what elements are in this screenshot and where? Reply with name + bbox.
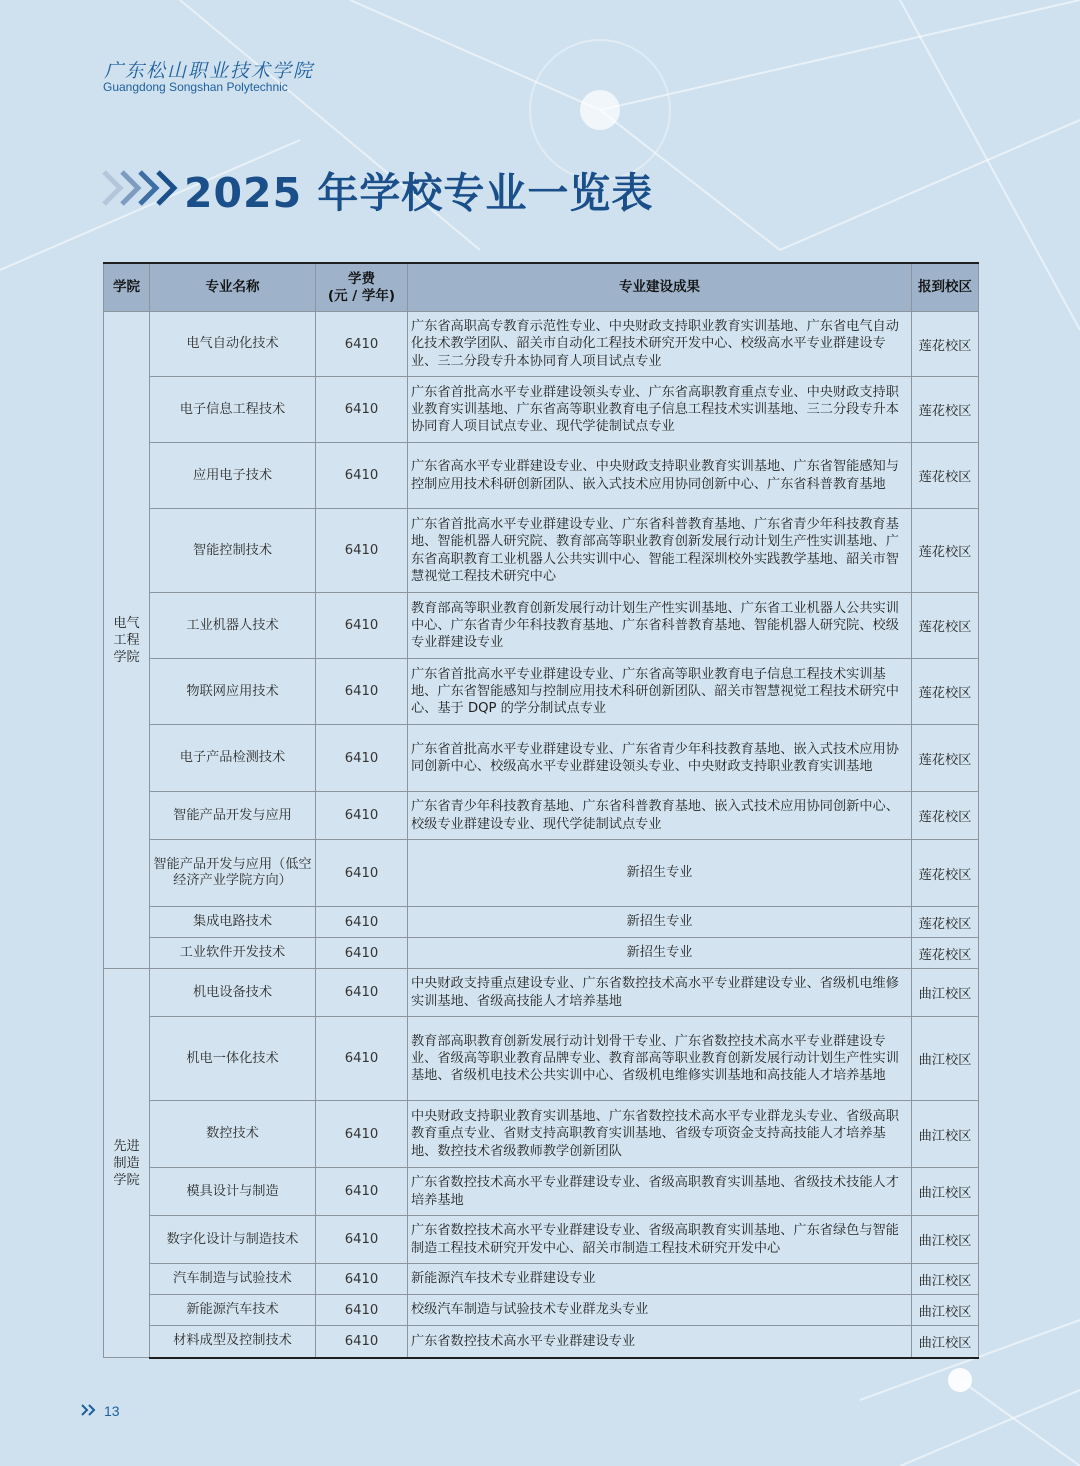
major-cell: 数字化设计与制造技术	[150, 1216, 316, 1264]
table-row	[104, 377, 979, 443]
title-chevrons-icon	[100, 166, 178, 210]
campus-cell: 曲江校区	[912, 1264, 979, 1295]
major-cell: 物联网应用技术	[150, 659, 316, 725]
campus-cell: 曲江校区	[912, 1295, 979, 1326]
major-cell: 机电一体化技术	[150, 1017, 316, 1101]
school-logo-chinese: 广东松山职业技术学院	[104, 60, 315, 82]
major-cell: 电气自动化技术	[150, 312, 316, 377]
fee-cell: 6410	[316, 840, 408, 907]
achievements-cell: 广东省数控技术高水平专业群建设专业、省级高职教育实训基地、省级技术技能人才培养基地	[408, 1168, 912, 1216]
achievements-cell: 广东省高职高专教育示范性专业、中央财政支持职业教育实训基地、广东省电气自动化技术教学团队、韶关市自动化工程技术研究开发中心、校级高水平专业群建设专业、三二分段专升本协同育人项目试点专业	[408, 312, 912, 377]
fee-cell: 6410	[316, 509, 408, 593]
school-name-line: 工程	[113, 632, 140, 648]
major-cell: 工业软件开发技术	[150, 938, 316, 969]
major-cell: 集成电路技术	[150, 907, 316, 938]
major-cell: 智能产品开发与应用	[150, 792, 316, 840]
fee-cell: 6410	[316, 659, 408, 725]
achievements-cell: 新能源汽车技术专业群建设专业	[408, 1264, 912, 1295]
fee-cell: 6410	[316, 377, 408, 443]
fee-cell: 6410	[316, 938, 408, 969]
achievements-cell: 广东省首批高水平专业群建设专业、广东省青少年科技教育基地、嵌入式技术应用协同创新中心、校级高水平专业群建设领头专业、中央财政支持职业教育实训基地	[408, 725, 912, 792]
fee-cell: 6410	[316, 312, 408, 377]
school-name-line: 先进	[113, 1138, 140, 1154]
header-campus: 报到校区	[912, 263, 979, 312]
campus-cell: 莲花校区	[912, 840, 979, 907]
school-cell	[104, 969, 150, 1358]
fee-cell: 6410	[316, 1295, 408, 1326]
campus-cell: 曲江校区	[912, 1326, 979, 1358]
header-fee-line2: (元 / 学年)	[327, 287, 396, 304]
major-cell: 工业机器人技术	[150, 593, 316, 659]
campus-cell: 莲花校区	[912, 509, 979, 593]
major-cell: 新能源汽车技术	[150, 1295, 316, 1326]
campus-cell: 曲江校区	[912, 1168, 979, 1216]
fee-cell: 6410	[316, 1216, 408, 1264]
table-row	[104, 593, 979, 659]
table-row	[104, 938, 979, 969]
table-row	[104, 1101, 979, 1168]
table-row	[104, 312, 979, 377]
campus-cell: 曲江校区	[912, 1101, 979, 1168]
table-row	[104, 725, 979, 792]
school-name-line: 学院	[113, 649, 140, 665]
fee-cell: 6410	[316, 593, 408, 659]
fee-cell: 6410	[316, 1326, 408, 1358]
campus-cell: 莲花校区	[912, 938, 979, 969]
achievements-cell: 广东省首批高水平专业群建设领头专业、广东省高职教育重点专业、中央财政支持职业教育实训基地、广东省高等职业教育电子信息工程技术实训基地、三二分段专升本协同育人项目试点专业、现代学徒制试点专业	[408, 377, 912, 443]
campus-cell: 莲花校区	[912, 792, 979, 840]
achievements-cell: 广东省首批高水平专业群建设专业、广东省科普教育基地、广东省青少年科技教育基地、智能机器人研究院、教育部高等职业教育创新发展行动计划生产性实训基地、广东省高职教育工业机器人公共实训中心、智能工程深圳校外实践教学基地、韶关市智慧视觉工程技术研究中心	[408, 509, 912, 593]
header-major: 专业名称	[150, 263, 316, 312]
achievements-cell: 广东省数控技术高水平专业群建设专业、省级高职教育实训基地、广东省绿色与智能制造工程技术研究开发中心、韶关市制造工程技术研究开发中心	[408, 1216, 912, 1264]
table-row	[104, 1264, 979, 1295]
campus-cell: 莲花校区	[912, 907, 979, 938]
major-cell: 智能产品开发与应用（低空经济产业学院方向）	[150, 840, 316, 907]
campus-cell: 莲花校区	[912, 377, 979, 443]
campus-cell: 曲江校区	[912, 1216, 979, 1264]
achievements-cell: 新招生专业	[408, 840, 912, 907]
table-row	[104, 1326, 979, 1358]
majors-table	[103, 262, 979, 1359]
header-school: 学院	[104, 263, 150, 312]
table-row	[104, 1216, 979, 1264]
school-cell	[104, 312, 150, 969]
fee-cell: 6410	[316, 725, 408, 792]
achievements-cell: 新招生专业	[408, 938, 912, 969]
major-cell: 材料成型及控制技术	[150, 1326, 316, 1358]
campus-cell: 莲花校区	[912, 443, 979, 509]
table-row	[104, 907, 979, 938]
school-name-line: 制造	[113, 1155, 140, 1171]
major-cell: 智能控制技术	[150, 509, 316, 593]
header-fee	[316, 263, 408, 312]
achievements-cell: 广东省数控技术高水平专业群建设专业	[408, 1326, 912, 1358]
fee-cell: 6410	[316, 969, 408, 1017]
fee-cell: 6410	[316, 443, 408, 509]
major-cell: 模具设计与制造	[150, 1168, 316, 1216]
campus-cell: 莲花校区	[912, 725, 979, 792]
achievements-cell: 校级汽车制造与试验技术专业群龙头专业	[408, 1295, 912, 1326]
campus-cell: 莲花校区	[912, 593, 979, 659]
table-row	[104, 659, 979, 725]
table-row	[104, 1017, 979, 1101]
table-row	[104, 969, 979, 1017]
header-fee-line1: 学费	[348, 270, 375, 287]
fee-cell: 6410	[316, 1101, 408, 1168]
page-chevron-icon	[80, 1402, 100, 1418]
major-cell: 电子信息工程技术	[150, 377, 316, 443]
header-achievements: 专业建设成果	[408, 263, 912, 312]
major-cell: 机电设备技术	[150, 969, 316, 1017]
fee-cell: 6410	[316, 1264, 408, 1295]
campus-cell: 莲花校区	[912, 312, 979, 377]
achievements-cell: 中央财政支持职业教育实训基地、广东省数控技术高水平专业群龙头专业、省级高职教育重点专业、省财支持高职教育实训基地、省级专项资金支持高技能人才培养基地、数控技术省级教师教学创新团队	[408, 1101, 912, 1168]
major-cell: 应用电子技术	[150, 443, 316, 509]
major-cell: 电子产品检测技术	[150, 725, 316, 792]
table-row	[104, 509, 979, 593]
school-name-line: 电气	[113, 615, 140, 631]
table-row	[104, 1295, 979, 1326]
fee-cell: 6410	[316, 907, 408, 938]
school-name-line: 学院	[113, 1172, 140, 1188]
school-logo-english: Guangdong Songshan Polytechnic	[103, 80, 288, 94]
table-row	[104, 840, 979, 907]
fee-cell: 6410	[316, 792, 408, 840]
table-row	[104, 443, 979, 509]
achievements-cell: 广东省首批高水平专业群建设专业、广东省高等职业教育电子信息工程技术实训基地、广东省智能感知与控制应用技术科研创新团队、韶关市智慧视觉工程技术研究中心、基于 DQP 的学分制试点专业	[408, 659, 912, 725]
page-number: 13	[104, 1403, 120, 1419]
page-title: 2025 年学校专业一览表	[184, 169, 654, 217]
table-header-row	[104, 263, 979, 312]
fee-cell: 6410	[316, 1017, 408, 1101]
table-row	[104, 1168, 979, 1216]
campus-cell: 曲江校区	[912, 969, 979, 1017]
achievements-cell: 教育部高职教育创新发展行动计划骨干专业、广东省数控技术高水平专业群建设专业、省级高等职业教育品牌专业、教育部高等职业教育创新发展行动计划生产性实训基地、省级机电技术公共实训中心、省级机电维修实训基地和高技能人才培养基地	[408, 1017, 912, 1101]
achievements-cell: 广东省青少年科技教育基地、广东省科普教育基地、嵌入式技术应用协同创新中心、校级专业群建设专业、现代学徒制试点专业	[408, 792, 912, 840]
major-cell: 数控技术	[150, 1101, 316, 1168]
achievements-cell: 新招生专业	[408, 907, 912, 938]
achievements-cell: 中央财政支持重点建设专业、广东省数控技术高水平专业群建设专业、省级机电维修实训基地、省级高技能人才培养基地	[408, 969, 912, 1017]
campus-cell: 莲花校区	[912, 659, 979, 725]
campus-cell: 曲江校区	[912, 1017, 979, 1101]
major-cell: 汽车制造与试验技术	[150, 1264, 316, 1295]
fee-cell: 6410	[316, 1168, 408, 1216]
achievements-cell: 教育部高等职业教育创新发展行动计划生产性实训基地、广东省工业机器人公共实训中心、广东省青少年科技教育基地、广东省科普教育基地、智能机器人研究院、校级专业群建设专业	[408, 593, 912, 659]
achievements-cell: 广东省高水平专业群建设专业、中央财政支持职业教育实训基地、广东省智能感知与控制应用技术科研创新团队、嵌入式技术应用协同创新中心、广东省科普教育基地	[408, 443, 912, 509]
table-row	[104, 792, 979, 840]
